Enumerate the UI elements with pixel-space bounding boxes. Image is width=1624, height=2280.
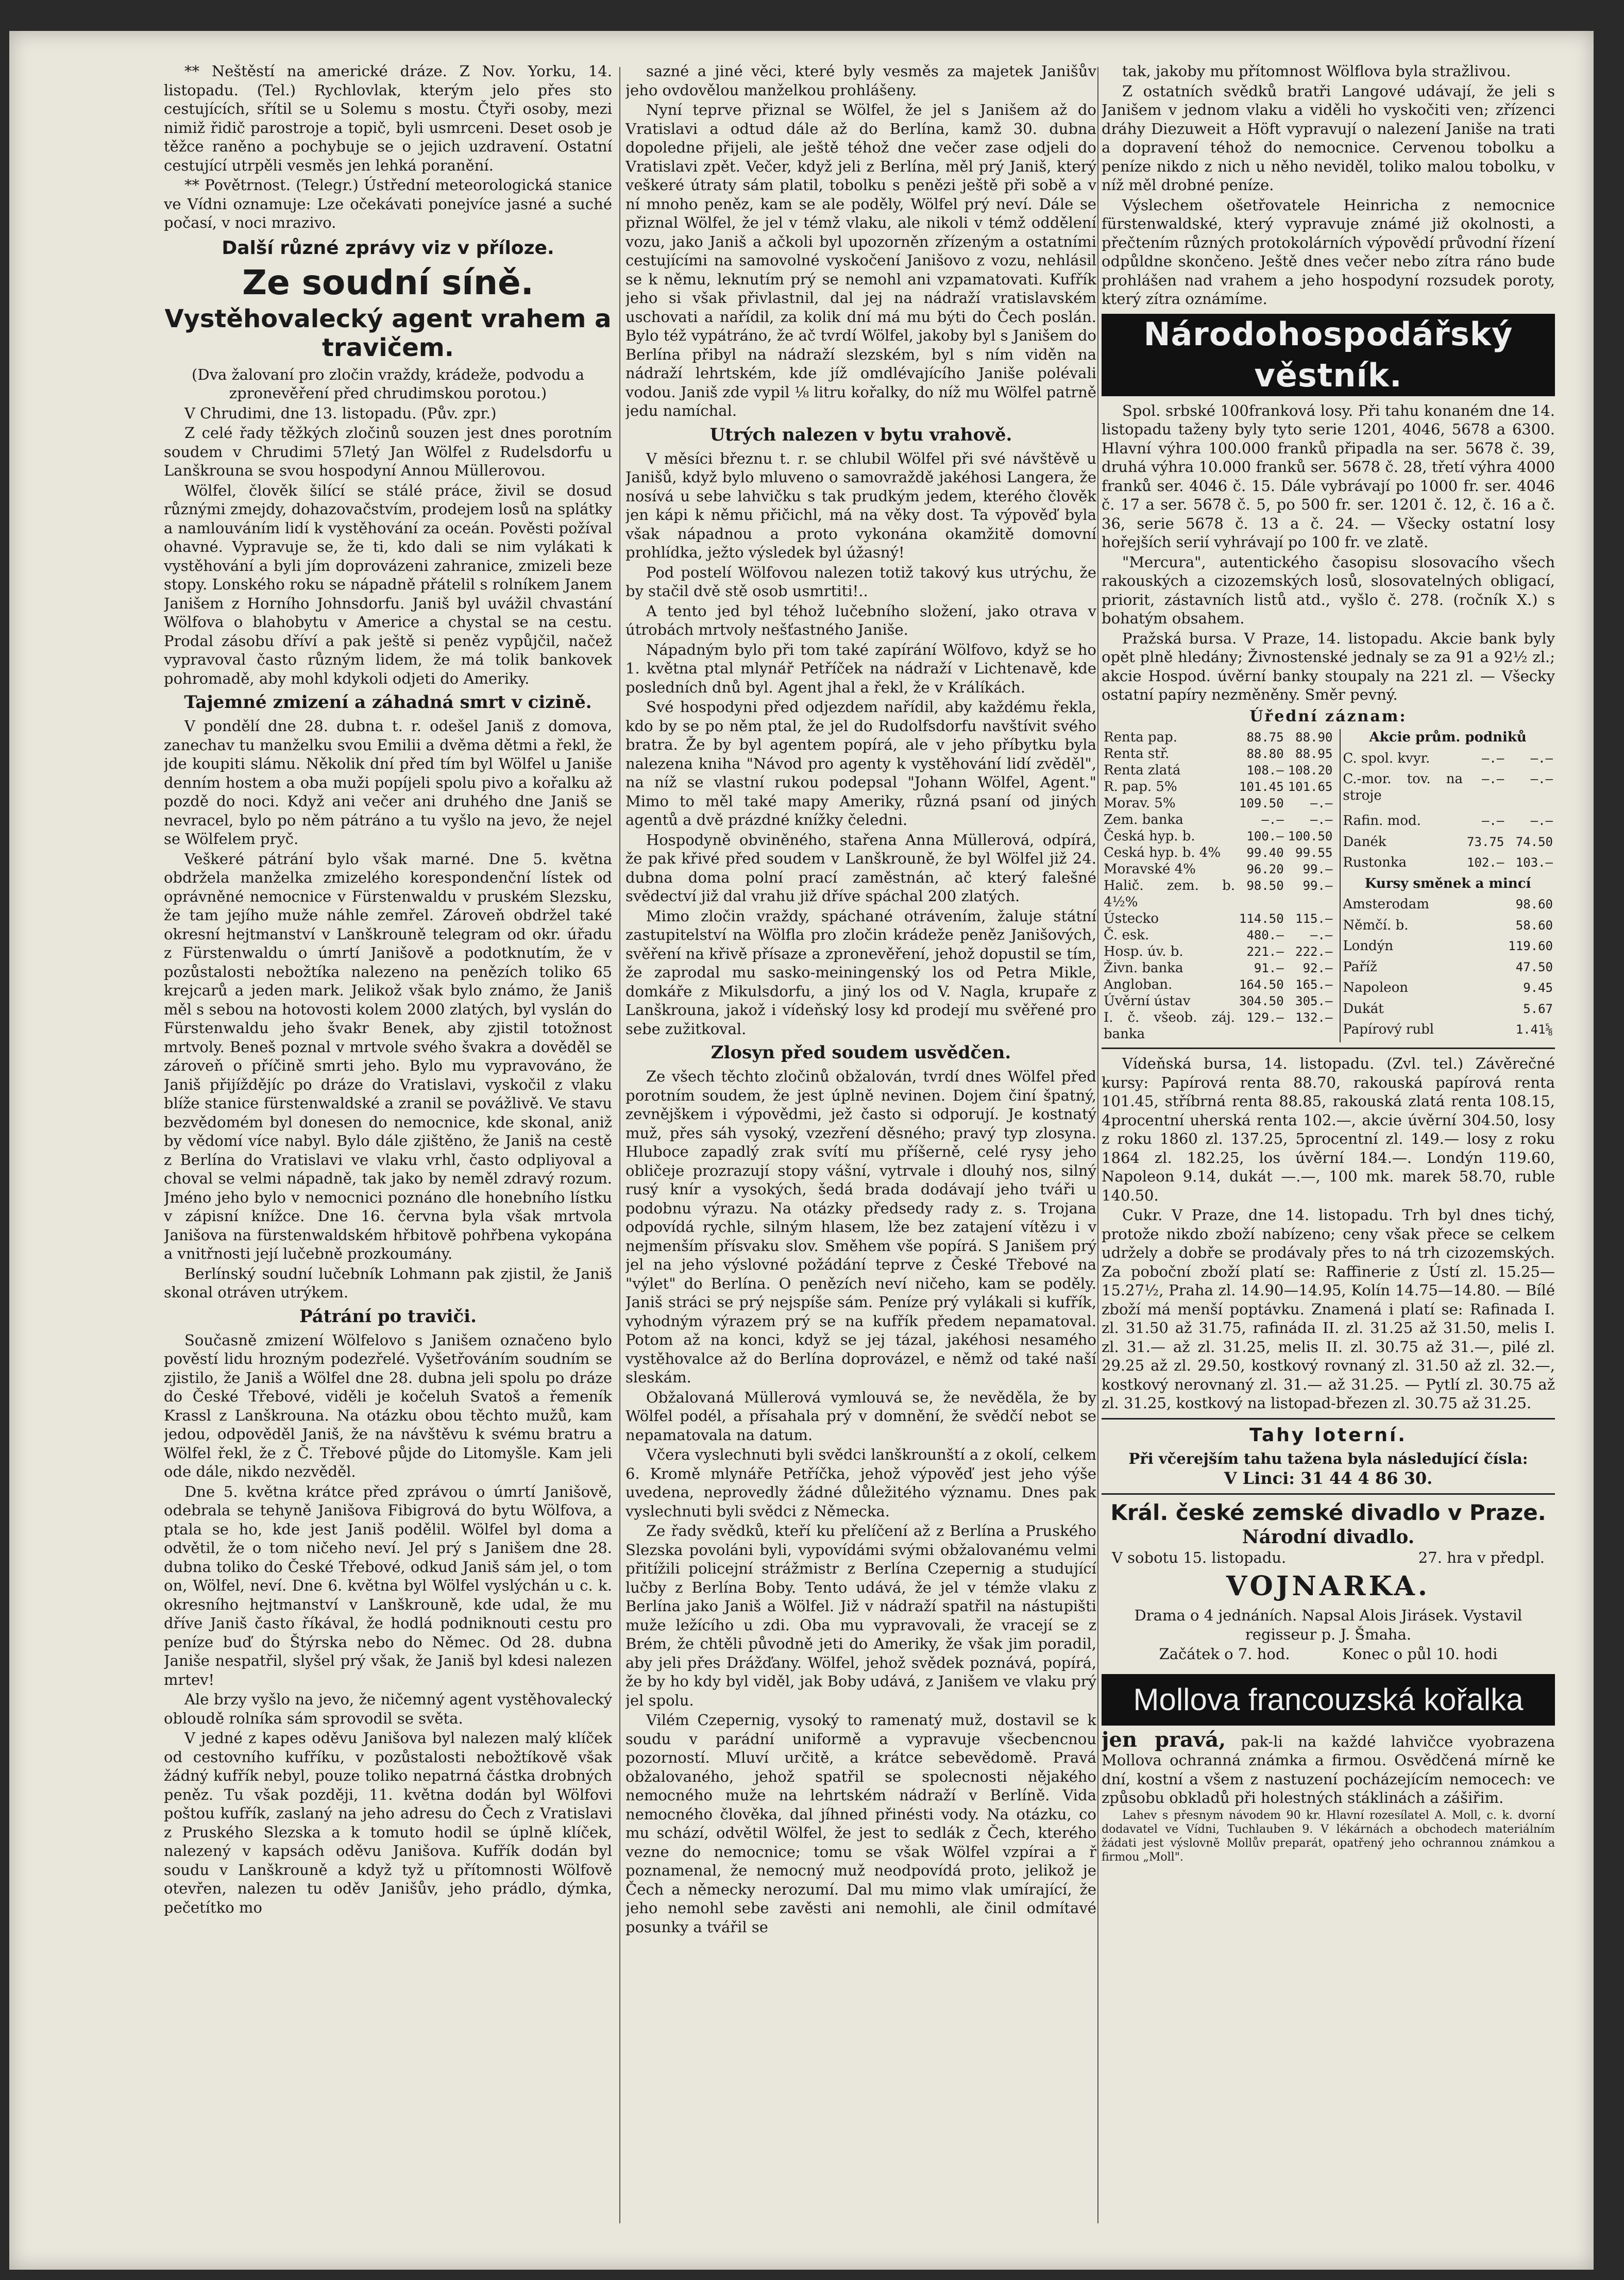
lottery-numbers: V Linci: 31 44 4 86 30. <box>1224 1468 1433 1488</box>
rate-value <box>1465 959 1506 980</box>
rate-name: Renta zlatá <box>1104 763 1181 778</box>
paragraph: Obžalovaná Müllerová vymlouvá se, že nevěděla, že by Wölfel podél, a přísahala prý v domnění, že svědčí nebot se nepamatovala na datum. <box>625 1388 1096 1444</box>
paragraph: Vídeňská bursa, 14. listopadu. (Zvl. tel.) Závěrečné kursy: Papírová renta 88.70, rakouská papírová renta 101.45, stříbrná renta 88.85, rakouská zlatá renta 108.15, 4procentní uherská renta 102.—, akcie úvěrní 304.50, losy z roku 1860 zl. 137.25, 5procentní zl. 149.— losy z roku 1864 zl. 182.25, los úvěrní 184.—. Londýn 119.60, Napoleon 9.14, dukát —.—, 100 mk. marek 58.70, ruble 140.50. <box>1102 1055 1555 1204</box>
paragraph: Dne 5. května krátce před zprávou o úmrtí Janišově, odebrala se tehyně Janišova Fibigrová do bytu Wölfova, a ptala se ho, kde jest Janiš podělil. Wölfel byl doma a odvětil, že o tom ničeho neví. Jel prý s Janišem dne 28. dubna toliko do České Třebové, odkud Janiš sám jel, o tom on, Wölfel, neví. Dne 6. května byl Wölfel vyslýchán u c. k. okresního hejtmanství v Lanškrouně, kde udal, že mu dříve Janiš často říkával, že hodlá podniknouti cestu pro peníze buď do Štýrska nebo do Němec. Od 28. dubna Janiše nespatřil, slyšel prý však, že Janiš byl kdesi nalezen mrtev! <box>164 1482 612 1688</box>
rate-value: 132.— <box>1295 1010 1333 1025</box>
rate-value: —.— <box>1530 814 1553 829</box>
rate-row <box>1340 979 1555 1001</box>
rate-value: 222.— <box>1295 944 1333 959</box>
rate-value: 164.50 <box>1239 977 1284 992</box>
rate-row <box>1102 795 1334 812</box>
rate-value: 88.95 <box>1295 747 1333 761</box>
rate-value: —.— <box>1261 813 1284 827</box>
rate-value: 108.20 <box>1288 763 1333 778</box>
rate-name: Zem. banka <box>1104 812 1183 827</box>
rate-value: 115.— <box>1295 911 1333 926</box>
rate-value: 98.60 <box>1515 897 1553 912</box>
rate-value: 58.60 <box>1515 918 1553 933</box>
paragraph: Současně zmizení Wölfelovo s Janišem označeno bylo pověstí lidu hrozným podezřelé. Vyšetřováním soudním se zjistilo, že Janiš a Wölfel dne 28. dubna jeli spolu po dráze do České Třebové, viděli je kočeluh Svatoš a řemeník Krassl z Lanškrouna. Na otázku obou těchto mužů, kam jedou, odpověděl Janiš, že na návštěvu k svému bratru a Wölfel řekl, že z Č. Třebové půjde do Litomyšle. Kam jeli ode dále, nikdo nezvěděl. <box>164 1331 612 1480</box>
rate-value: 305.— <box>1295 994 1333 1008</box>
rate-value: 100.— <box>1246 829 1284 843</box>
rate-name: R. pap. 5% <box>1104 779 1177 795</box>
subheading: Pátrání po traviči. <box>299 1306 477 1327</box>
rate-name: Papírový rubl <box>1343 1022 1434 1038</box>
section-title: Ze soudní síně. <box>242 262 534 302</box>
article-title: Vystěhovalecký agent vrahem a travičem. <box>164 304 612 362</box>
divider <box>1102 1418 1555 1420</box>
paragraph: Berlínský soudní lučebník Lohmann pak zjistil, že Janiš skonal otráven utrýkem. <box>164 1264 612 1301</box>
rate-value <box>1465 1001 1506 1022</box>
rate-row <box>1340 854 1555 875</box>
rate-name: I. č. všeob. záj. banka <box>1104 1010 1235 1042</box>
rate-value: 103.— <box>1515 855 1553 870</box>
rate-value: —.— <box>1310 796 1333 810</box>
rate-value: 304.50 <box>1239 994 1284 1008</box>
ad-banner: Mollova francouzská kořalka <box>1102 1674 1555 1726</box>
paragraph: V měsíci březnu t. r. se chlubil Wölfel při své návštěvě u Janišů, když bylo mluveno o samovraždě jakéhosi Langera, že nosívá u sebe lahvičku s tak prudkým jedem, kterého člověk jen kápi k němu přičichl, má na věky dost. Ta výpověď byla však nápadnou a proto vykonána okamžitě domovní prohlídka, ježto výsledek byl úžasný! <box>625 449 1096 561</box>
theatre-subtitle: Národní divadlo. <box>1242 1526 1415 1548</box>
rate-value: 108.— <box>1246 763 1284 778</box>
rate-value <box>1465 979 1506 1001</box>
lottery-text: Při včerejším tahu tažena byla následující čísla: <box>1128 1449 1528 1467</box>
paragraph: Nápadným bylo při tom také zapírání Wölfovo, když se ho 1. května ptal mlynář Petříček na nádraží v Lichtenavě, kde posledních dnů byl. Agent jhal a řekl, že v Králíkách. <box>625 640 1096 696</box>
play-description: Drama o 4 jednáních. Napsal Alois Jirásek. Vystavil regisseur p. J. Šmaha. <box>1134 1607 1523 1643</box>
rate-name: Amsterodam <box>1343 897 1429 913</box>
newspaper-page <box>9 31 1594 2270</box>
rates-right <box>1340 729 1555 1042</box>
rate-value: 101.45 <box>1239 780 1284 794</box>
rate-name: Morav. 5% <box>1104 796 1176 811</box>
rate-row <box>1340 771 1555 813</box>
rate-name: C. spol. kvyr. <box>1343 750 1430 766</box>
rate-name: Němčí. b. <box>1343 917 1409 933</box>
play-title: VOJNARKA. <box>1226 1570 1430 1602</box>
news-item: ** Povětrnost. (Telegr.) Ústřední meteorologická stanice ve Vídni oznamuje: Lze očekávati ponejvíce jasné a suché počasí, v noci mrazivo. <box>164 176 612 231</box>
article-subtitle: (Dva žalovaní pro zločin vraždy, krádeže, podvodu a zpronevěření před chrudimskou porotou.) <box>192 365 584 402</box>
rate-value: 101.65 <box>1288 780 1333 794</box>
paragraph: Včera vyslechnuti byli svědci lanškrounští a z okolí, celkem 6. Kromě mlynáře Petříčka, jehož výpověď jest jeho výše uvedena, neprovedly žádné důležitého významu. Dnes pak vyslechnuti byli svědci z Německa. <box>625 1446 1096 1520</box>
paragraph: Cukr. V Praze, dne 14. listopadu. Trh byl dnes tichý, protože nikdo zboží nabízeno; ceny však přece se celkem udržely a dobře se prodávaly přes to ná trh cizozemských. Za poboční zboží platí se: Raffinerie z Ústí zl. 15.25—15.27½, Praha zl. 14.90—14.95, Kolín 14.75—14.80. — Bílé zboží má menší poptávku. Znamená i platí se: Rafinada I. zl. 31.50 až 31.75, rafináda II. zl. 31.25 až 31.50, melis I. zl. 31.— až zl. 31.25, melis II. zl. 30.75 až 31.—, pilé zl. 29.25 až zl. 29.50, kostkový rovnaný zl. 31.50 až zl. 32.—, kostkový nerovnaný zl. 31.— až 31.25. — Pytlí zl. 30.75 až zl. 31.25, kostkový na listopad-březen zl. 30.75 až 31.25. <box>1102 1206 1555 1412</box>
rate-value: 91.— <box>1254 961 1284 975</box>
rate-value: 114.50 <box>1239 911 1284 926</box>
rate-name: Moravské 4% <box>1104 862 1196 877</box>
dateline: V Chrudimi, dne 13. listopadu. (Pův. zpr.) <box>184 404 497 422</box>
rate-row <box>1102 762 1334 779</box>
rate-row <box>1102 861 1334 877</box>
rate-value: 88.75 <box>1246 730 1284 745</box>
column-right <box>1102 62 1555 2228</box>
theatre-date-row <box>1102 1548 1555 1567</box>
rate-value: 9.45 <box>1523 981 1553 995</box>
lottery-title: Tahy loterní. <box>1249 1424 1407 1446</box>
rates-header: Úřední záznam: <box>1249 707 1407 725</box>
paragraph: Ale brzy vyšlo na jevo, že ničemný agent vystěhovalecký obloudě rolníka sám sprovodil se světa. <box>164 1691 612 1727</box>
rate-name: Ceská hyp. b. 4% <box>1104 845 1221 860</box>
rate-name: Halič. zem. b. 4½% <box>1104 878 1235 910</box>
ad-lead: jen pravá, <box>1102 1727 1226 1752</box>
rate-value: 109.50 <box>1239 796 1284 810</box>
economy-banner: Národohospodářský věstník. <box>1102 314 1555 396</box>
paragraph: V pondělí dne 28. dubna t. r. odešel Janiš z domova, zanechav tu manželku svou Emilii a dvěma dětmi a řekl, že jde koupiti slámu. Několik dní před tím byl Wölfel u Janiše denním hostem a oba muži popíjeli spolu pivo a kořalku až pozdě do noci. Když ani večer ani druhého dne Janiš se nevracel, bylo po něm pátráno a tu vyšlo na jevo, že nejel se Wölfelem pryč. <box>164 717 612 848</box>
theatre-title: Král. české zemské divadlo v Praze. <box>1110 1499 1546 1525</box>
subheading: Tajemné zmizení a záhadná smrt v cizině. <box>184 692 592 713</box>
rate-name: Renta pap. <box>1104 730 1177 745</box>
rate-value: —.— <box>1310 813 1333 827</box>
paragraph: Ze řady svědků, kteří ku přelíčení až z Berlína a Pruského Slezska povoláni byli, vypovídámi svými obžalovanému velmi přitížili policejní strážmistr z Berlína Czepernig a studující lučby z Berlína Boby. Tento udává, že jel v témže vlaku z Berlína jako Janiš a Wölfel. Již v nádraží spatřil na nástupišti muže ležícího u zdi. Oba mu vypravovali, že vracejí se z Brém, že chtěli původně jeti do Ameriky, že však jim poradil, aby jeli přes Drážďany. Wölfel, jehož svědek poznává, popírá, že by ho kdy byl viděl, jak Boby udává, z Janišem ve vlaku prý jel spolu. <box>625 1522 1096 1709</box>
rate-row <box>1102 729 1334 746</box>
rate-value: 119.60 <box>1508 939 1553 954</box>
rate-row <box>1102 877 1334 910</box>
rate-row <box>1102 927 1334 943</box>
rate-row <box>1102 993 1334 1009</box>
rate-row <box>1102 960 1334 976</box>
divider <box>1102 1048 1555 1049</box>
rate-row <box>1340 917 1555 938</box>
rate-row <box>1102 812 1334 828</box>
ad-body: pak-li na každé lahvičce vyobrazena Mollova ochranná známka a firmou. Osvědčená mírně ke dní, kostní a všem z nastuzení pocházejícím nemocech: ve způsobu obkladů při holestných stáklinách a zášiřim. <box>1102 1732 1555 1806</box>
paragraph: Pod postelí Wölfovou nalezen totiž takový kus utrýchu, že by stačil dvě stě osob usmrtiti!.. <box>625 563 1096 600</box>
rate-row <box>1340 750 1555 771</box>
supplement-note: Další různé zprávy viz v příloze. <box>222 237 554 259</box>
rate-row <box>1102 746 1334 762</box>
rate-row <box>1102 910 1334 927</box>
rate-value: 99.40 <box>1246 846 1284 860</box>
divider <box>1102 1493 1555 1495</box>
rate-row <box>1102 828 1334 845</box>
rate-name: Hosp. úv. b. <box>1104 944 1183 959</box>
play-times: Začátek o 7. hod. Konec o půl 10. hodi <box>1159 1645 1498 1663</box>
rate-value: 73.75 <box>1467 834 1504 849</box>
rate-name: Paříž <box>1343 959 1377 975</box>
rate-row <box>1102 976 1334 993</box>
paragraph: Spol. srbské 100franková losy. Při tahu konaném dne 14. listopadu taženy byly tyto serie 1201, 4046, 5678 a 6300. Hlavní výhra 100.000 franků připadla na ser. 5678 č. 39, druhá výhra 10.000 franků ser. 5678 č. 28, třetí výhra 4000 franků ser. 4046 č. 15. Dále vybrávají po 1000 fr. ser. 4046 č. 17 a ser. 5678 č. 5, po 500 fr. ser. 1201 č. 12, č. 16 a č. 36, serie 5678 č. 13 a č. 24. — Všecky ostatní losy hořejších serií vyhrávají po 100 fr. ve zlatě. <box>1102 401 1555 551</box>
column-left <box>164 62 612 2228</box>
rate-name: Rafin. mod. <box>1343 813 1421 829</box>
rate-value: 47.50 <box>1515 959 1553 974</box>
rate-name: Rustonka <box>1343 855 1407 871</box>
paragraph: Z celé řady těžkých zločinů souzen jest dnes porotním soudem v Chrudimi 57letý Jan Wölfel z Rudelsdorfu u Lanškrouna se svou hospodyní Annou Müllerovou. <box>164 424 612 479</box>
rate-value: —.— <box>1481 751 1504 766</box>
rate-name: Danék <box>1343 834 1386 850</box>
theatre-subscription: 27. hra v předpl. <box>1418 1548 1545 1566</box>
paragraph: "Mercura", autentického časopisu slosovacího všech rakouských a cizozemských losů, slosovatelných obligací, priorit, zástavních listů atd., vyšlo č. 278. (ročník X.) s bohatým obsahem. <box>1102 553 1555 627</box>
rate-row <box>1102 1009 1334 1042</box>
rate-value: 88.90 <box>1295 730 1333 745</box>
paragraph: Pražská bursa. V Praze, 14. listopadu. Akcie bank byly opět plně hledány; Živnostenské jednaly se za 91 a 92½ zl.; akcie Hospod. úvěrní banky stoupaly na 221 zl. — Všecky ostatní papíry nezměněny. Směr pevný. <box>1102 629 1555 703</box>
rate-row <box>1340 834 1555 855</box>
paragraph: sazné a jiné věci, které byly vesměs za majetek Janišův jeho ovdovělou manželkou prohlášeny. <box>625 62 1096 99</box>
rate-value: 100.50 <box>1288 829 1333 843</box>
paragraph: V jedné z kapes oděvu Janišova byl nalezen malý klíček od cestovního kufříku, v pozůstalosti nebožtíkově však žádný kufřík nebyl, pouze toliko nepatrná částka drobných peněz. Tu však později, 11. května dodán byl Wölfovi poštou kufřík, zaslaný na jeho adresu do Čech z Vratislavi z Pruského Slezska a k tomuto hodil se úplně klíček, nalezený v kapsách oděvu Janišova. Kufřík dodán byl soudu v Lanškrouně a když tyž u přítomnosti Wölfově otevřen, nalezen tu oděv Janišův, jeho prádlo, dýmka, pečetítko mo <box>164 1729 612 1916</box>
rate-value: 99.55 <box>1295 846 1333 860</box>
paragraph: Veškeré pátrání bylo však marné. Dne 5. května obdržela manželka zmizelého korespondenční lístek od oprávněné nemocnice v Fürstenwaldu v pruském Slezsku, že tam jejího muže náhle zemřel. Zároveň obdržel také okresní hejtmanství v Lanškrouně telegram od okr. úřadu z Fürstenwaldu o úmrtí Janišově a podotknutím, že v pozůstalosti nebožtíka nalezeno na penězích toliko 65 krejcarů a jeden mark. Jelikož však bylo známo, že Janiš měl s sebou na hotovosti kolem 2000 zlatých, byl vyslán do Fürstenwaldu jeho švakr Benek, aby zjistil totožnost mrtvoly. Beneš poznal v mrtvole svého švakra a dověděl se zároveň o příčině smrti jeho. Bylo mu vypravováno, že Janiš přijíždějíc po dráze do Vratislavi, vyskočil z vlaku blíže stanice fürstenwaldské a zranil se povážlivě. Ve stavu bezvědomém byl donesen do nemocnice, kde skonal, aniž by vědomí více nabyl. Bylo dále zjištěno, že Janiš na cestě z Berlína do Vratislavi ve vlaku vrhl, často odpliyoval a choval se velmi nápadně, tak jako by neměl zdravý rozum. Jméno jeho bylo v nemocnici poznáno dle honebního lístku v zápisní knížce. Dne 16. června byla však mrtvola Janišova na fürstenwaldském hřbitově pohřbena vykopána a vnitřnosti její lučebně prozkoumány. <box>164 850 612 1262</box>
rates-left <box>1102 729 1334 1042</box>
subheading: Zlosyn před soudem usvědčen. <box>711 1042 1011 1063</box>
rate-name: Úvěrní ústav <box>1104 993 1191 1009</box>
paragraph: Wölfel, člověk šilící se stálé práce, živil se dosud různými zmejdy, dohazovačstvím, prodejem losů na splátky a namlouváním lidí k vystěhování za oceán. Pověsti požíval ohavné. Vypravuje se, že ti, kdo dali se nim vylákati k vystěhování a byli jím doprovázeni zahranice, zmizeli beze stopy. Lonského roku se nápadně přátelil s rolníkem Janem Janišem z Horního Johnsdorfu. Janiš byl uvážil chvastání Wölfova o blahobytu v Americe a chystal se na cestu. Prodal zásobu dříví a pak ještě si peněz vypůjčil, načež vypravoval často různým lidem, že má tolik bankovek pohromadě, aby mohl kdykoli odjeti do Ameriky. <box>164 481 612 687</box>
ad-smallprint: Lahev s přesnym návodem 90 kr. Hlavní rozesílatel A. Moll, c. k. dvorní dodavatel ve Vídni, Tuchlauben 9. V lékárnách a obchodech materiálním žádati jest výslovně Mollův preparát, opatřený jeho ochrannou známkou a firmou „Moll". <box>1102 1809 1555 1864</box>
rate-value: 480.— <box>1246 928 1284 942</box>
rate-value: —.— <box>1310 928 1333 942</box>
rate-value: 221.— <box>1246 944 1284 959</box>
ad-text <box>1102 1727 1555 1808</box>
rate-value: —.— <box>1530 772 1553 787</box>
rate-value: 129.— <box>1246 1010 1284 1025</box>
rate-value: 102.— <box>1467 855 1504 870</box>
paragraph: Vilém Czepernig, vysoký to ramenatý muž, dostavil se k soudu v parádní uniformě a vypravuje všecbencnou pozorností. Mluví určitě, a krátce sebevědomě. Pravá obžalovaného, jehož spatřil se spolecnosti nějakého nemocného muže na lehrtském nádraží v Berlíně. Vida nemocného člověka, dal jíhned přinésti vody. Na otázku, co mu schází, odvětil Wölfel, že jest to sedlák z Čech, kterého vezne do nemocnice; tomu se však Wölfel vzpírai a ř poznamenal, že nemocný muž neodpovídá proto, jelikož je Čech a německy nerozumí. Dal mu mimo vlak umírající, že jeho nemohl sebe zavěsti ani nemohli, ale činil odmítavé posunky a tvářil se <box>625 1711 1096 1936</box>
rate-row <box>1340 1001 1555 1022</box>
rates-col-title: Kursy směnek a mincí <box>1364 875 1531 891</box>
rate-name: Česká hyp. b. <box>1104 829 1195 844</box>
rate-name: Č. esk. <box>1104 927 1149 943</box>
rate-row <box>1340 1021 1555 1042</box>
paragraph: Ze všech těchto zločinů obžalován, tvrdí dnes Wölfel před porotním soudem, že jest úplně nevinen. Dojem činí špatný, zevnějškem i výpovědmi, jež často si odporují. Je kostnatý muž, přes sáh vysoký, vzezření děsného; pravý typ zlosyna. Hluboce zapadlý zrak svítí mu příšerně, celé rysy jeho obličeje prozrazují stopy vášní, vytrvale i dlouhý nos, silný rusý knír a vysokých, šedá brada dodávají jeho tváři u podobnu výrazu. Na otázky předsedy rady z. s. Trojana odpovídá rychle, silným hlasem, lže bez zatajení vítězu i v nejmenším přísvaku slov. Směhem vše popírá. S Janišem prý jel na jeho výslovné požádání teprve z České Třebové na "výlet" do Berlína. O penězích neví ničeho, kam se poděly. Janiš stráci se prý nejspíše sám. Peníze prý vylákali si kufřík, vyhodným výrazem prý se na kufřík předem nepamatoval. Potom až na konci, když se jej tázal, jakéhosi nesamého vystěhovalce až do Berlína doprovázel, e němž od také naší sleskám. <box>625 1068 1096 1386</box>
rate-value <box>1465 1021 1506 1042</box>
rate-row <box>1102 943 1334 960</box>
paragraph: Výslechem ošetřovatele Heinricha z nemocnice fürstenwaldské, který vypravuje známé již okolnosti, a přečtením různých protokolárních výpovědí průvodní řízení odpůldne skončeno. Ještě dnes večer nebo zítra ráno bude prohlášen nad vrahem a jeho hospodyní rozsudek poroty, který zítra oznámíme. <box>1102 196 1555 308</box>
news-item: ** Neštěstí na americké dráze. Z Nov. Yorku, 14. listopadu. (Tel.) Rychlovlak, kterým jelo přes sto cestujících, sřítil se u Solemu s mostu. Čtyři osoby, mezi nimiž řidič parostroje a topič, byli usmrceni. Deset osob je těžce raněno a pochybuje se o jejich uzdravení. Ostatní cestující utrpěli vesměs jen lehká poranění. <box>164 62 612 174</box>
paragraph: Z ostatních svědků bratři Langové udávají, že jeli s Janišem v jednom vlaku a viděli ho vyskočiti ven; zřízenci dráhy Diezuweit a Höft vypravují o nalezení Janiše na trati a dopravení téhož do nemocnice. Cervenou tobolku a peníze nikdo z nich u něho neviděl, toliko malou tobolku, v níž měl drobné peníze. <box>1102 82 1555 194</box>
rate-row <box>1340 813 1555 834</box>
rate-value: 96.20 <box>1246 862 1284 876</box>
rate-row <box>1340 938 1555 959</box>
rate-value: 1.41⅝ <box>1515 1022 1553 1037</box>
rate-value <box>1465 917 1506 938</box>
rate-value: 98.50 <box>1246 879 1284 893</box>
column-middle <box>625 62 1096 2228</box>
rate-value <box>1465 896 1506 917</box>
rate-value: —.— <box>1530 751 1553 766</box>
rate-row <box>1102 779 1334 795</box>
column-rule <box>619 67 620 2223</box>
rate-value: 5.67 <box>1523 1001 1553 1016</box>
rate-name: Ústecko <box>1104 911 1159 926</box>
rate-value: 99.— <box>1302 862 1333 876</box>
rate-value: 74.50 <box>1515 834 1553 849</box>
rate-row <box>1102 845 1334 861</box>
rates-table <box>1102 729 1555 1042</box>
rate-value: —.— <box>1481 814 1504 829</box>
column-rule <box>1097 67 1098 2223</box>
rates-col-title: Akcie prům. podniků <box>1369 730 1527 745</box>
rate-value: 88.80 <box>1246 747 1284 761</box>
rate-value <box>1465 938 1506 959</box>
theatre-date: V sobotu 15. listopadu. <box>1112 1548 1287 1566</box>
rate-name: Živn. banka <box>1104 960 1183 976</box>
paragraph: tak, jakoby mu přítomnost Wölflova byla stražlivou. <box>1122 62 1511 80</box>
rate-name: Angloban. <box>1104 977 1173 992</box>
rate-value: —.— <box>1481 772 1504 787</box>
rate-name: Londýn <box>1343 938 1394 954</box>
paragraph: Své hospodyni před odjezdem nařídil, aby každému řekla, kdo by se po něm ptal, že jel do Rudolfsdorfu navštívit svého bratra. Že by byl agentem popírá, ale v jeho příbytku byla nalezena kniha "Návod pro agenty k vystěhování lidí zvěděl", na níž se vlastní rukou podepsal "Johann Wölfel, Agent." Mimo to měl také mapy Ameriky, různá psaní od jiných agentů a dvě prázdné knížky čeledni. <box>625 698 1096 829</box>
paragraph: Nyní teprve přiznal se Wölfel, že jel s Janišem až do Vratislavi a odtud dále až do Berlína, kamž 30. dubna dopoledne přijeli, ale ještě téhož dne večer zase odjeli do Vratislavi zpět. Večer, když jeli z Berlína, měl prý Janiš, který veškeré útraty sám platil, tobolku s penězi ještě při sobě a v ní mnoho peněz, kam se ale poděly, Wölfel prý neví. Dále se přiznal Wölfel, že jel v témž vlaku, ale nikoli v témž oddělení vozu, jako Janiš a ačkoli byl upozorněn zřízeným a ostatními cestujícími na samovolné vyskočení Janišovo z vozu, nehlásil se k němu, leknutím prý se nemohl ani vzpamatovati. Kufřík jeho si však přivlastnil, dal jej na nádraží vratislavském uschovati a nařídil, za kolik dní má mu býti do Čech poslán. Bylo též vypátráno, že ač tvrdí Wölfel, jakoby byl s Janišem do Berlína přibyl na nádraží slezském, byl s ním viděn na nádraží lehrtském, kde jíž omdlévajícího Janiše polévali vodou. Janiš zde vypil ⅛ litru kořalky, do níž mu Wölfel patrně jedu namíchal. <box>625 101 1096 419</box>
rate-value: 99.— <box>1302 879 1333 893</box>
paragraph: A tento jed byl téhož lučebního složení, jako otrava v útrobách mrtvoly nešťastného Janiše. <box>625 602 1096 638</box>
rate-row <box>1340 896 1555 917</box>
rate-name: Dukát <box>1343 1001 1384 1017</box>
rate-name: Napoleon <box>1343 980 1409 996</box>
rate-name: Renta stř. <box>1104 746 1170 762</box>
paragraph: Hospodyně obviněného, stařena Anna Müllerová, odpírá, že pak křivé před soudem v Lanškrouně, že byl Wölfel již 24. dubna doma polní prací zaměstnán, ač který falešné svědectví již dal vrahu již dříve spáchal 200 zlatých. <box>625 831 1096 905</box>
rate-name: C.-mor. tov. na stroje <box>1343 771 1463 804</box>
rate-value: 92.— <box>1302 961 1333 975</box>
paragraph: Mimo zločin vraždy, spáchané otrávením, žaluje státní zastupitelství na Wölfla pro zločin krádeže peněz Janišových, svěření na křivě přísaze a zpronevěření, jehož dopustil se tím, že zaprodal mu sasko-meiningenský los od Petra Mikle, domkáře z Mikulsdorfu, a jiný los od V. Nagla, krupaře z Lanškrouna, jakož i vídeňský losy kd prodejí mu svěřené pro sebe zužitkoval. <box>625 907 1096 1038</box>
rate-value: 165.— <box>1295 977 1333 992</box>
rate-row <box>1340 959 1555 980</box>
subheading: Utrých nalezen v bytu vrahově. <box>709 424 1012 445</box>
